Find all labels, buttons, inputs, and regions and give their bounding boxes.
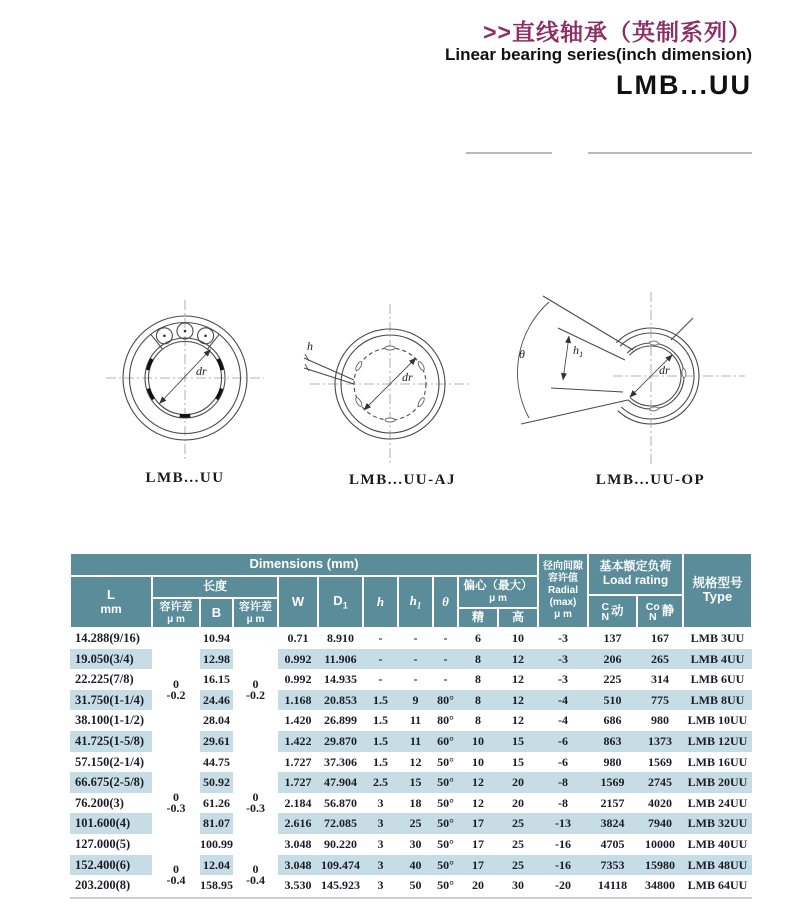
cell-h: 1.5 (373, 754, 388, 769)
cell-radial: -4 (558, 692, 568, 707)
header-length-group: 长度 (152, 576, 278, 598)
header-radial-clearance: 径向间隙 容许值 Radial (max) μ m (538, 553, 588, 628)
header-dimensions-group: Dimensions (mm) (70, 553, 538, 576)
cell-fine: 12 (472, 795, 484, 810)
cell-d1: 72.085 (324, 816, 357, 831)
cell-co: 314 (651, 672, 669, 687)
cell-fine: 8 (475, 672, 481, 687)
cell-h1: 12 (409, 754, 422, 769)
cell-type: LMB 20UU (687, 775, 748, 790)
cell-h: 3 (377, 857, 384, 872)
cell-radial: -6 (558, 734, 568, 748)
header-col-theta: θ (433, 576, 458, 628)
cell-c: 225 (603, 672, 622, 687)
cell-co: 167 (651, 631, 669, 645)
cell-high: 12 (512, 651, 524, 666)
cell-theta: 80° (437, 713, 454, 728)
tolerance-merged-cell: 0 -0.3 (166, 790, 186, 816)
cell-c: 3824 (600, 816, 625, 831)
page-title-english: Linear bearing series(inch dimension) (444, 45, 752, 64)
header-tolerance-2: 容许差 μ m (233, 598, 278, 628)
cell-radial: -3 (558, 631, 568, 645)
cell-c: 2157 (600, 795, 625, 810)
cell-h: 3 (377, 816, 384, 831)
cell-w: 3.530 (284, 878, 312, 893)
header-load-static: Co N 静 (637, 595, 683, 628)
dr-label: dr (196, 364, 207, 378)
cell-type: LMB 32UU (687, 816, 748, 831)
cell-l: 19.050(3/4) (75, 651, 134, 666)
cell-type: LMB 10UU (687, 713, 748, 728)
cell-co: 2745 (648, 775, 672, 790)
diagram-caption-uu-aj: LMB...UU-AJ (349, 472, 456, 488)
cell-b: 28.04 (203, 713, 230, 728)
bearing-diagram-uu-aj (302, 298, 472, 468)
cell-l: 22.225(7/8) (75, 672, 134, 687)
h1-label: $h_1$ (573, 343, 584, 359)
cell-co: 4020 (648, 795, 672, 810)
cell-c: 206 (603, 651, 622, 666)
cell-c: 137 (603, 631, 622, 645)
cell-d1: 37.306 (324, 754, 357, 769)
cell-w: 2.616 (284, 816, 312, 831)
cell-type: LMB 6UU (690, 672, 745, 687)
cell-c: 863 (603, 734, 622, 748)
cell-c: 510 (603, 692, 622, 707)
header-ecc-high: 高 (498, 608, 538, 628)
cell-high: 20 (512, 775, 524, 790)
cell-type: LMB 24UU (687, 795, 748, 810)
cell-radial: -6 (558, 754, 568, 769)
table-bottom-rule (70, 897, 752, 899)
header-type: 规格型号 Type (683, 553, 752, 628)
cell-w: 0.71 (287, 631, 309, 645)
cell-co: 1569 (648, 754, 672, 769)
header-load-dynamic: C N 动 (588, 595, 637, 628)
cell-w: 0.992 (284, 651, 312, 666)
cell-fine: 17 (472, 857, 484, 872)
adjustment-slit (304, 354, 354, 384)
cell-b: 50.92 (203, 775, 230, 790)
bearing-diagram-uu (100, 296, 270, 466)
cell-b: 61.26 (203, 795, 230, 810)
cell-h1: 11 (409, 713, 422, 728)
cell-w: 3.048 (284, 857, 312, 872)
cell-radial: -8 (558, 795, 568, 810)
cell-b: 100.99 (200, 837, 233, 851)
header-col-L: L mm (70, 576, 152, 628)
cell-fine: 17 (472, 816, 484, 831)
cell-d1: 8.910 (327, 631, 354, 645)
cell-d1: 47.904 (324, 775, 357, 790)
cell-h1: 50 (409, 878, 422, 893)
cell-theta: 50° (437, 775, 454, 790)
cell-h: - (378, 631, 383, 645)
cell-l: 57.150(2-1/4) (75, 754, 145, 769)
cell-theta: 50° (437, 857, 454, 872)
cell-l: 203.200(8) (75, 878, 131, 893)
cell-d1: 29.870 (324, 734, 357, 748)
cell-co: 265 (651, 651, 669, 666)
page-model-code: LMB...UU (616, 70, 752, 100)
cell-fine: 20 (472, 878, 484, 893)
cell-l: 66.675(2-5/8) (75, 775, 145, 790)
cell-theta: - (443, 631, 448, 645)
cell-h: - (378, 651, 383, 666)
tolerance-merged-cell: 0 -0.3 (246, 790, 265, 816)
cell-h: 3 (377, 795, 384, 810)
cell-type: LMB 48UU (687, 857, 748, 872)
cell-type: LMB 12UU (687, 734, 748, 748)
cell-c: 980 (603, 754, 622, 769)
cell-co: 775 (651, 692, 669, 707)
table-body (70, 628, 752, 897)
page-title-chinese: >>直线轴承（英制系列） (483, 19, 752, 45)
cell-high: 15 (512, 754, 524, 769)
cell-d1: 90.220 (324, 837, 357, 851)
cell-l: 41.725(1-5/8) (75, 734, 145, 748)
bearing-diagram-uu-op (513, 288, 748, 478)
cell-h: 1.5 (373, 734, 388, 748)
cell-c: 686 (603, 713, 622, 728)
cell-l: 14.288(9/16) (75, 631, 140, 645)
cell-co: 34800 (645, 878, 675, 893)
cell-h1: 15 (409, 775, 422, 790)
header-col-W: W (278, 576, 318, 628)
divider-rule-left (466, 152, 552, 154)
cell-high: 10 (512, 631, 524, 645)
cell-high: 20 (512, 795, 524, 810)
cell-b: 29.61 (203, 734, 230, 748)
cell-type: LMB 64UU (687, 878, 748, 893)
cell-w: 0.992 (284, 672, 312, 687)
cell-d1: 11.906 (324, 651, 357, 666)
cell-co: 10000 (645, 837, 675, 851)
cell-h1: - (413, 672, 418, 687)
cell-high: 25 (512, 837, 524, 851)
cell-theta: 50° (437, 795, 454, 810)
cell-type: LMB 16UU (687, 754, 748, 769)
cell-b: 158.95 (200, 878, 233, 893)
cell-high: 12 (512, 672, 524, 687)
theta-label: θ (519, 347, 525, 361)
cell-l: 76.200(3) (75, 795, 124, 810)
cell-co: 980 (651, 713, 669, 728)
cell-w: 1.727 (284, 754, 312, 769)
cell-high: 15 (512, 734, 524, 748)
header-col-B: B (200, 598, 233, 628)
cell-c: 4705 (600, 837, 625, 851)
header-ecc-fine: 精 (458, 608, 498, 628)
cell-l: 101.600(4) (75, 816, 131, 831)
cell-radial: -8 (558, 775, 568, 790)
cell-d1: 56.870 (324, 795, 357, 810)
cell-theta: - (443, 672, 448, 687)
cell-high: 12 (512, 713, 524, 728)
cell-w: 1.727 (284, 775, 312, 790)
cell-high: 25 (512, 857, 524, 872)
tolerance-merged-cell: 0 -0.4 (246, 862, 265, 888)
cell-l: 152.400(6) (75, 857, 131, 872)
cell-b: 44.75 (203, 754, 230, 769)
header-eccentricity-group: 偏心（最大） μ m (458, 576, 538, 608)
dimension-table (70, 553, 752, 899)
cell-c: 7353 (600, 857, 625, 872)
cell-b: 24.46 (203, 692, 230, 707)
cell-h: - (378, 672, 383, 687)
cell-h1: 18 (409, 795, 422, 810)
cell-b: 12.98 (203, 651, 230, 666)
cell-b: 81.07 (203, 816, 230, 831)
header-load-rating-group: 基本额定负荷 Load rating (588, 553, 683, 595)
cell-c: 1569 (600, 775, 625, 790)
cell-w: 2.184 (284, 795, 312, 810)
cell-high: 30 (512, 878, 524, 893)
cell-h1: 40 (409, 857, 422, 872)
cell-radial: -3 (558, 651, 568, 666)
cell-w: 1.422 (284, 734, 312, 748)
cell-co: 7940 (648, 816, 672, 831)
cell-b: 16.15 (203, 672, 230, 687)
tolerance-merged-cell: 0 -0.2 (246, 676, 265, 702)
cell-type: LMB 40UU (687, 837, 748, 851)
cell-theta: 50° (437, 816, 454, 831)
cell-type: LMB 4UU (690, 651, 745, 666)
cell-radial: -4 (558, 713, 568, 728)
divider-rule-right (588, 152, 752, 154)
cell-high: 25 (512, 816, 524, 831)
header-col-h: h (363, 576, 398, 628)
cell-radial: -20 (555, 878, 571, 893)
cell-fine: 12 (472, 775, 484, 790)
cell-fine: 8 (475, 692, 481, 707)
cell-theta: - (443, 651, 448, 666)
cell-theta: 50° (437, 754, 454, 769)
cell-fine: 10 (472, 734, 484, 748)
cell-d1: 14.935 (324, 672, 357, 687)
h-label: h (307, 339, 313, 353)
cell-fine: 10 (472, 754, 484, 769)
header-col-D1: $D_1$ (318, 576, 363, 628)
header-tolerance-1: 容许差 μ m (152, 598, 200, 628)
cell-radial: -16 (555, 837, 571, 851)
cell-theta: 80° (437, 692, 454, 707)
open-slot-cutout (513, 328, 651, 428)
cell-h: 3 (377, 837, 384, 851)
cell-b: 10.94 (203, 631, 230, 645)
diagram-caption-uu-op: LMB...UU-OP (595, 472, 706, 488)
cell-high: 12 (512, 692, 524, 707)
cell-fine: 8 (475, 713, 481, 728)
cell-h1: 30 (409, 837, 422, 851)
cell-l: 31.750(1-1/4) (75, 692, 145, 707)
cell-radial: -13 (555, 816, 571, 831)
header-col-h1: $h_1$ (398, 576, 433, 628)
cell-co: 1373 (648, 734, 672, 748)
cell-theta: 60° (437, 734, 454, 748)
cell-h1: - (413, 651, 418, 666)
tolerance-merged-cell: 0 -0.4 (166, 862, 186, 888)
cell-l: 127.000(5) (75, 837, 131, 851)
cell-type: LMB 8UU (690, 692, 745, 707)
cell-d1: 20.853 (324, 692, 357, 707)
cell-h: 1.5 (373, 713, 388, 728)
cell-fine: 8 (475, 651, 481, 666)
cell-b: 12.04 (203, 857, 230, 872)
cell-w: 3.048 (284, 837, 312, 851)
cell-w: 1.420 (284, 713, 312, 728)
cell-radial: -3 (558, 672, 568, 687)
cell-fine: 6 (475, 631, 481, 645)
cell-c: 14118 (597, 878, 628, 893)
cell-d1: 109.474 (321, 857, 360, 872)
cell-co: 15980 (645, 857, 675, 872)
cell-d1: 145.923 (321, 878, 360, 893)
cell-radial: -16 (555, 857, 571, 872)
cell-h1: 9 (412, 692, 419, 707)
cell-l: 38.100(1-1/2) (75, 713, 145, 728)
cell-d1: 26.899 (324, 713, 357, 728)
cell-h1: 11 (409, 734, 422, 748)
dr-label: dr (659, 363, 670, 377)
cell-h: 1.5 (373, 692, 388, 707)
diagram-caption-uu: LMB...UU (145, 470, 225, 486)
cell-fine: 17 (472, 837, 484, 851)
cell-w: 1.168 (284, 692, 312, 707)
cell-type: LMB 3UU (690, 631, 745, 645)
cell-h1: 25 (409, 816, 422, 831)
cell-theta: 50° (437, 837, 454, 851)
cell-h1: - (413, 631, 418, 645)
tolerance-merged-cell: 0 -0.2 (166, 676, 186, 702)
cell-theta: 50° (437, 878, 454, 893)
dr-label: dr (402, 370, 413, 384)
cell-h: 2.5 (373, 775, 388, 790)
cell-h: 3 (377, 878, 384, 893)
